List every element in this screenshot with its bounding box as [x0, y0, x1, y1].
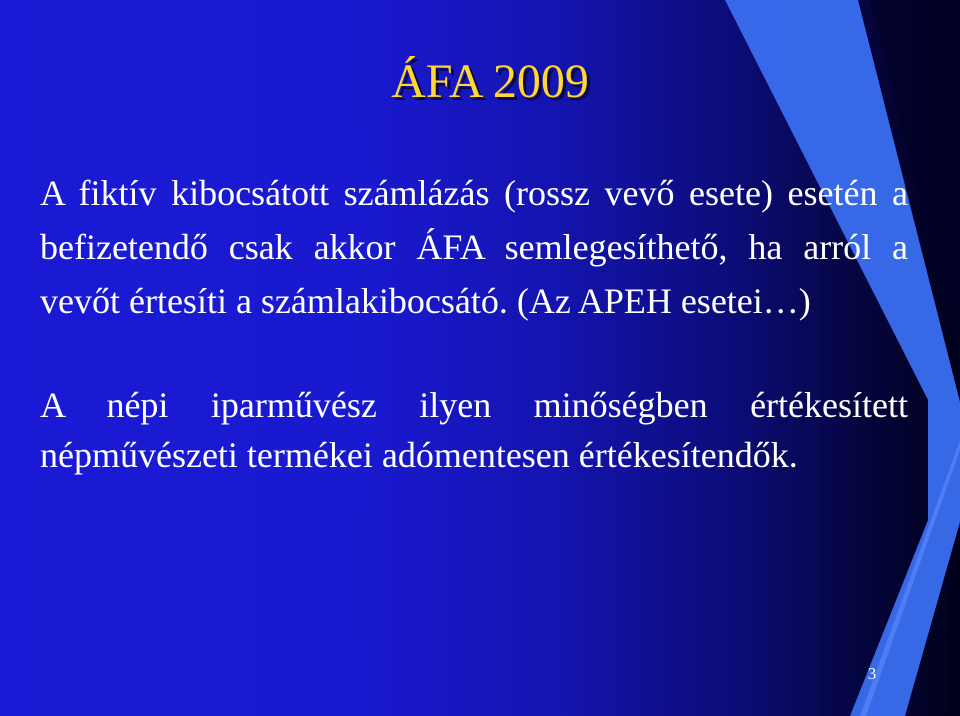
page-number: 3: [867, 664, 877, 683]
paragraph-folk-artist: A népi iparművész ilyen minőségben értékesített népművészeti termékei adómentesen értékesítendők.: [40, 385, 908, 475]
paragraph-fictitious-invoice: A fiktív kibocsátott számlázás (rossz vevő esete) esetén a befizetendő csak akkor ÁFA semlegesíthető, ha arról a vevőt értesíti a számlakibocsátó. (Az APEH esetei…): [40, 173, 908, 321]
slide-title: ÁFA 2009: [391, 55, 589, 108]
